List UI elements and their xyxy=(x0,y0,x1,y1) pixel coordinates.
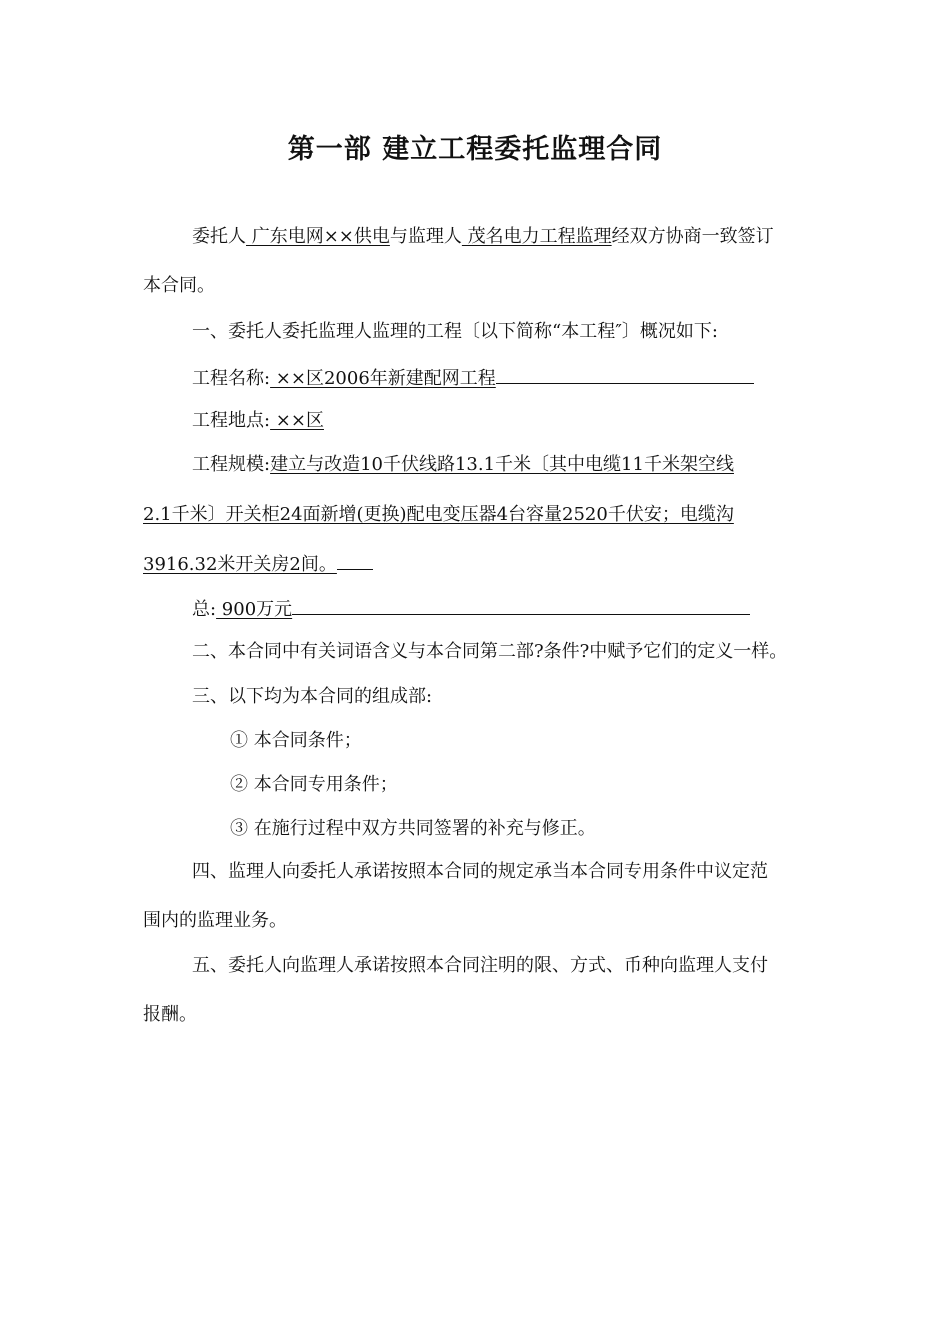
total-label: 总: xyxy=(192,599,217,620)
client-name: 广东电网××供电 xyxy=(246,226,390,247)
supervisor-name: 茂名电力工程监理 xyxy=(461,226,612,247)
section4-line-2: 围内的监理业务。 xyxy=(143,910,287,931)
project-scale-value-3: 3916.32米开关房2间。 xyxy=(143,554,337,575)
section3-item-3: ③ 在施行过程中双方共同签署的补充与修正。 xyxy=(230,818,596,839)
project-name-underline xyxy=(496,364,754,384)
project-scale-underline xyxy=(337,550,373,570)
section3-item-1: ① 本合同条件； xyxy=(230,730,362,751)
project-name-line xyxy=(192,364,754,392)
page-title: 第一部 建立工程委托监理合同 xyxy=(287,134,663,165)
intro-line-2: 本合同。 xyxy=(143,275,215,296)
section3-heading: 三、以下均为本合同的组成部: xyxy=(192,686,433,707)
intro-line-1 xyxy=(192,224,774,250)
project-name-label: 工程名称: xyxy=(192,368,271,389)
project-scale-line-2 xyxy=(143,502,734,528)
intro-mid: 与监理人 xyxy=(389,226,462,247)
project-scale-line-1 xyxy=(192,452,734,478)
section5-line-2: 报酬。 xyxy=(143,1004,197,1025)
project-scale-label: 工程规模: xyxy=(192,454,271,475)
section4-line-1: 四、监理人向委托人承诺按照本合同的规定承当本合同专用条件中议定范 xyxy=(192,861,768,882)
project-location-value: ××区 xyxy=(270,410,324,431)
total-line xyxy=(192,595,750,623)
total-value: 900万元 xyxy=(216,599,293,620)
intro-suffix: 经双方协商一致签订 xyxy=(611,226,774,247)
total-underline xyxy=(292,595,750,615)
project-location-label: 工程地点: xyxy=(192,410,271,431)
section1-heading: 一、委托人委托监理人监理的工程〔以下简称“本工程″〕概况如下: xyxy=(192,321,718,342)
section3-item-2: ② 本合同专用条件； xyxy=(230,774,398,795)
section2-text: 二、本合同中有关词语含义与本合同第二部?条件?中赋予它们的定义一样。 xyxy=(192,641,788,662)
project-location-line xyxy=(192,408,324,434)
project-scale-line-3 xyxy=(143,550,373,578)
intro-prefix: 委托人 xyxy=(192,226,246,247)
project-scale-value-2: 2.1千米〕开关柜24面新增(更换)配电变压器4台容量2520千伏安；电缆沟 xyxy=(143,504,734,525)
section5-line-1: 五、委托人向监理人承诺按照本合同注明的限、方式、币种向监理人支付 xyxy=(192,955,768,976)
project-name-value: ××区2006年新建配网工程 xyxy=(270,368,496,389)
project-scale-value-1: 建立与改造10千伏线路13.1千米〔其中电缆11千米架空线 xyxy=(270,454,734,475)
